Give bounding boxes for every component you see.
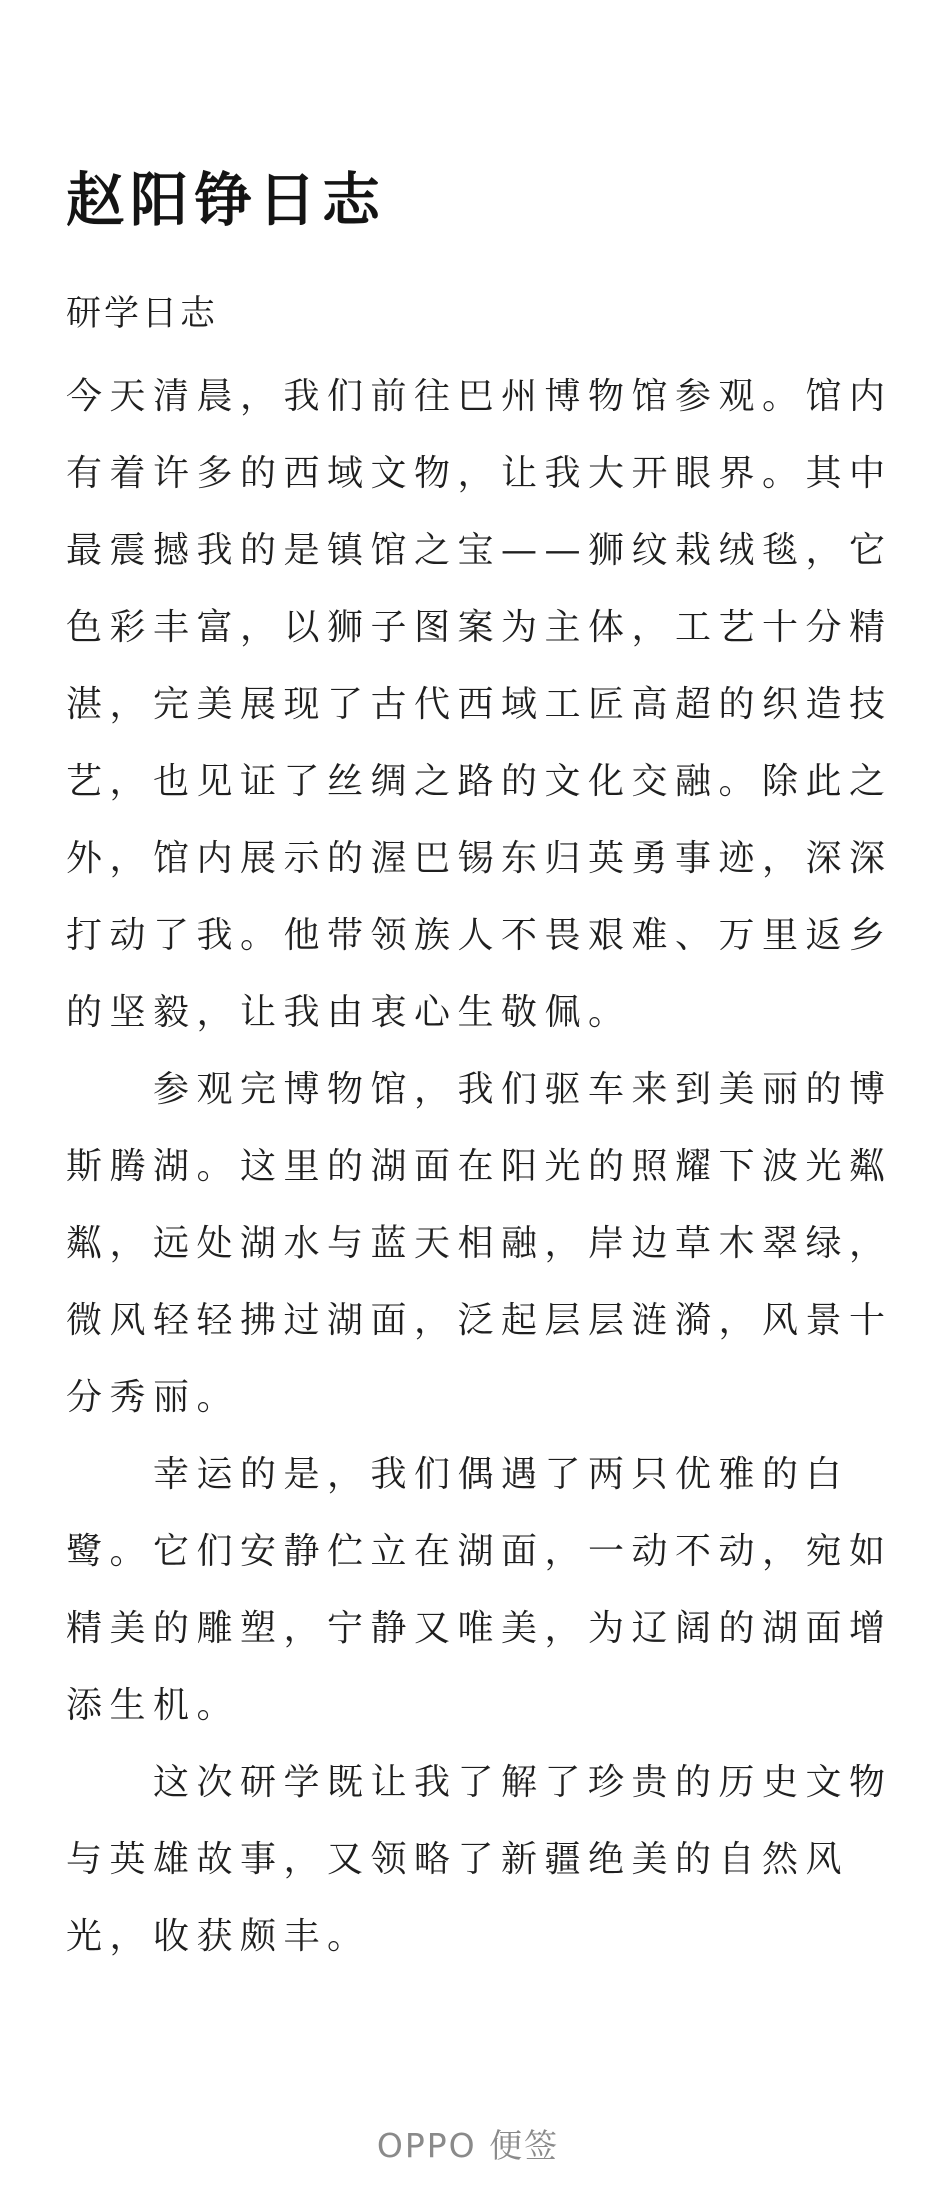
text-line: 鹭。它们安静伫立在湖面，一动不动，宛如	[66, 1531, 893, 1572]
text-line: 今天清晨，我们前往巴州博物馆参观。馆内	[66, 376, 893, 417]
note-title: 赵阳铮日志	[66, 166, 387, 234]
text-line: 最震撼我的是镇馆之宝——狮纹栽绒毯，它	[66, 530, 893, 571]
text-line: 艺，也见证了丝绸之路的文化交融。除此之	[66, 761, 893, 802]
text-line: 外，馆内展示的渥巴锡东归英勇事迹，深深	[66, 838, 893, 879]
text-line: 幸运的是，我们偶遇了两只优雅的白	[66, 1454, 850, 1495]
text-line: 添生机。	[66, 1685, 241, 1726]
text-line: 光，收获颇丰。	[66, 1916, 371, 1957]
text-line: 分秀丽。	[66, 1377, 241, 1418]
text-line: 参观完博物馆，我们驱车来到美丽的博	[66, 1069, 893, 1110]
text-line: 微风轻轻拂过湖面，泛起层层涟漪，风景十	[66, 1300, 893, 1341]
text-line: 色彩丰富，以狮子图案为主体，工艺十分精	[66, 607, 893, 648]
text-line: 粼，远处湖水与蓝天相融，岸边草木翠绿，	[66, 1223, 893, 1264]
note-subtitle: 研学日志	[66, 294, 219, 334]
paragraph-museum	[66, 358, 893, 1051]
paragraph-summary	[66, 1744, 893, 1975]
text-line: 精美的雕塑，宁静又唯美，为辽阔的湖面增	[66, 1608, 893, 1649]
text-line: 与英雄故事，又领略了新疆绝美的自然风	[66, 1839, 850, 1880]
text-line: 有着许多的西域文物，让我大开眼界。其中	[66, 453, 893, 494]
text-line: 斯腾湖。这里的湖面在阳光的照耀下波光粼	[66, 1146, 893, 1187]
app-watermark: OPPO 便签	[376, 2126, 560, 2165]
text-line: 的坚毅，让我由衷心生敬佩。	[66, 992, 632, 1033]
text-line: 湛，完美展现了古代西域工匠高超的织造技	[66, 684, 893, 725]
paragraph-egrets	[66, 1436, 893, 1744]
paragraph-lake	[66, 1051, 893, 1436]
note-body	[66, 358, 893, 1975]
text-line: 打动了我。他带领族人不畏艰难、万里返乡	[66, 915, 893, 956]
text-line: 这次研学既让我了解了珍贵的历史文物	[66, 1762, 893, 1803]
